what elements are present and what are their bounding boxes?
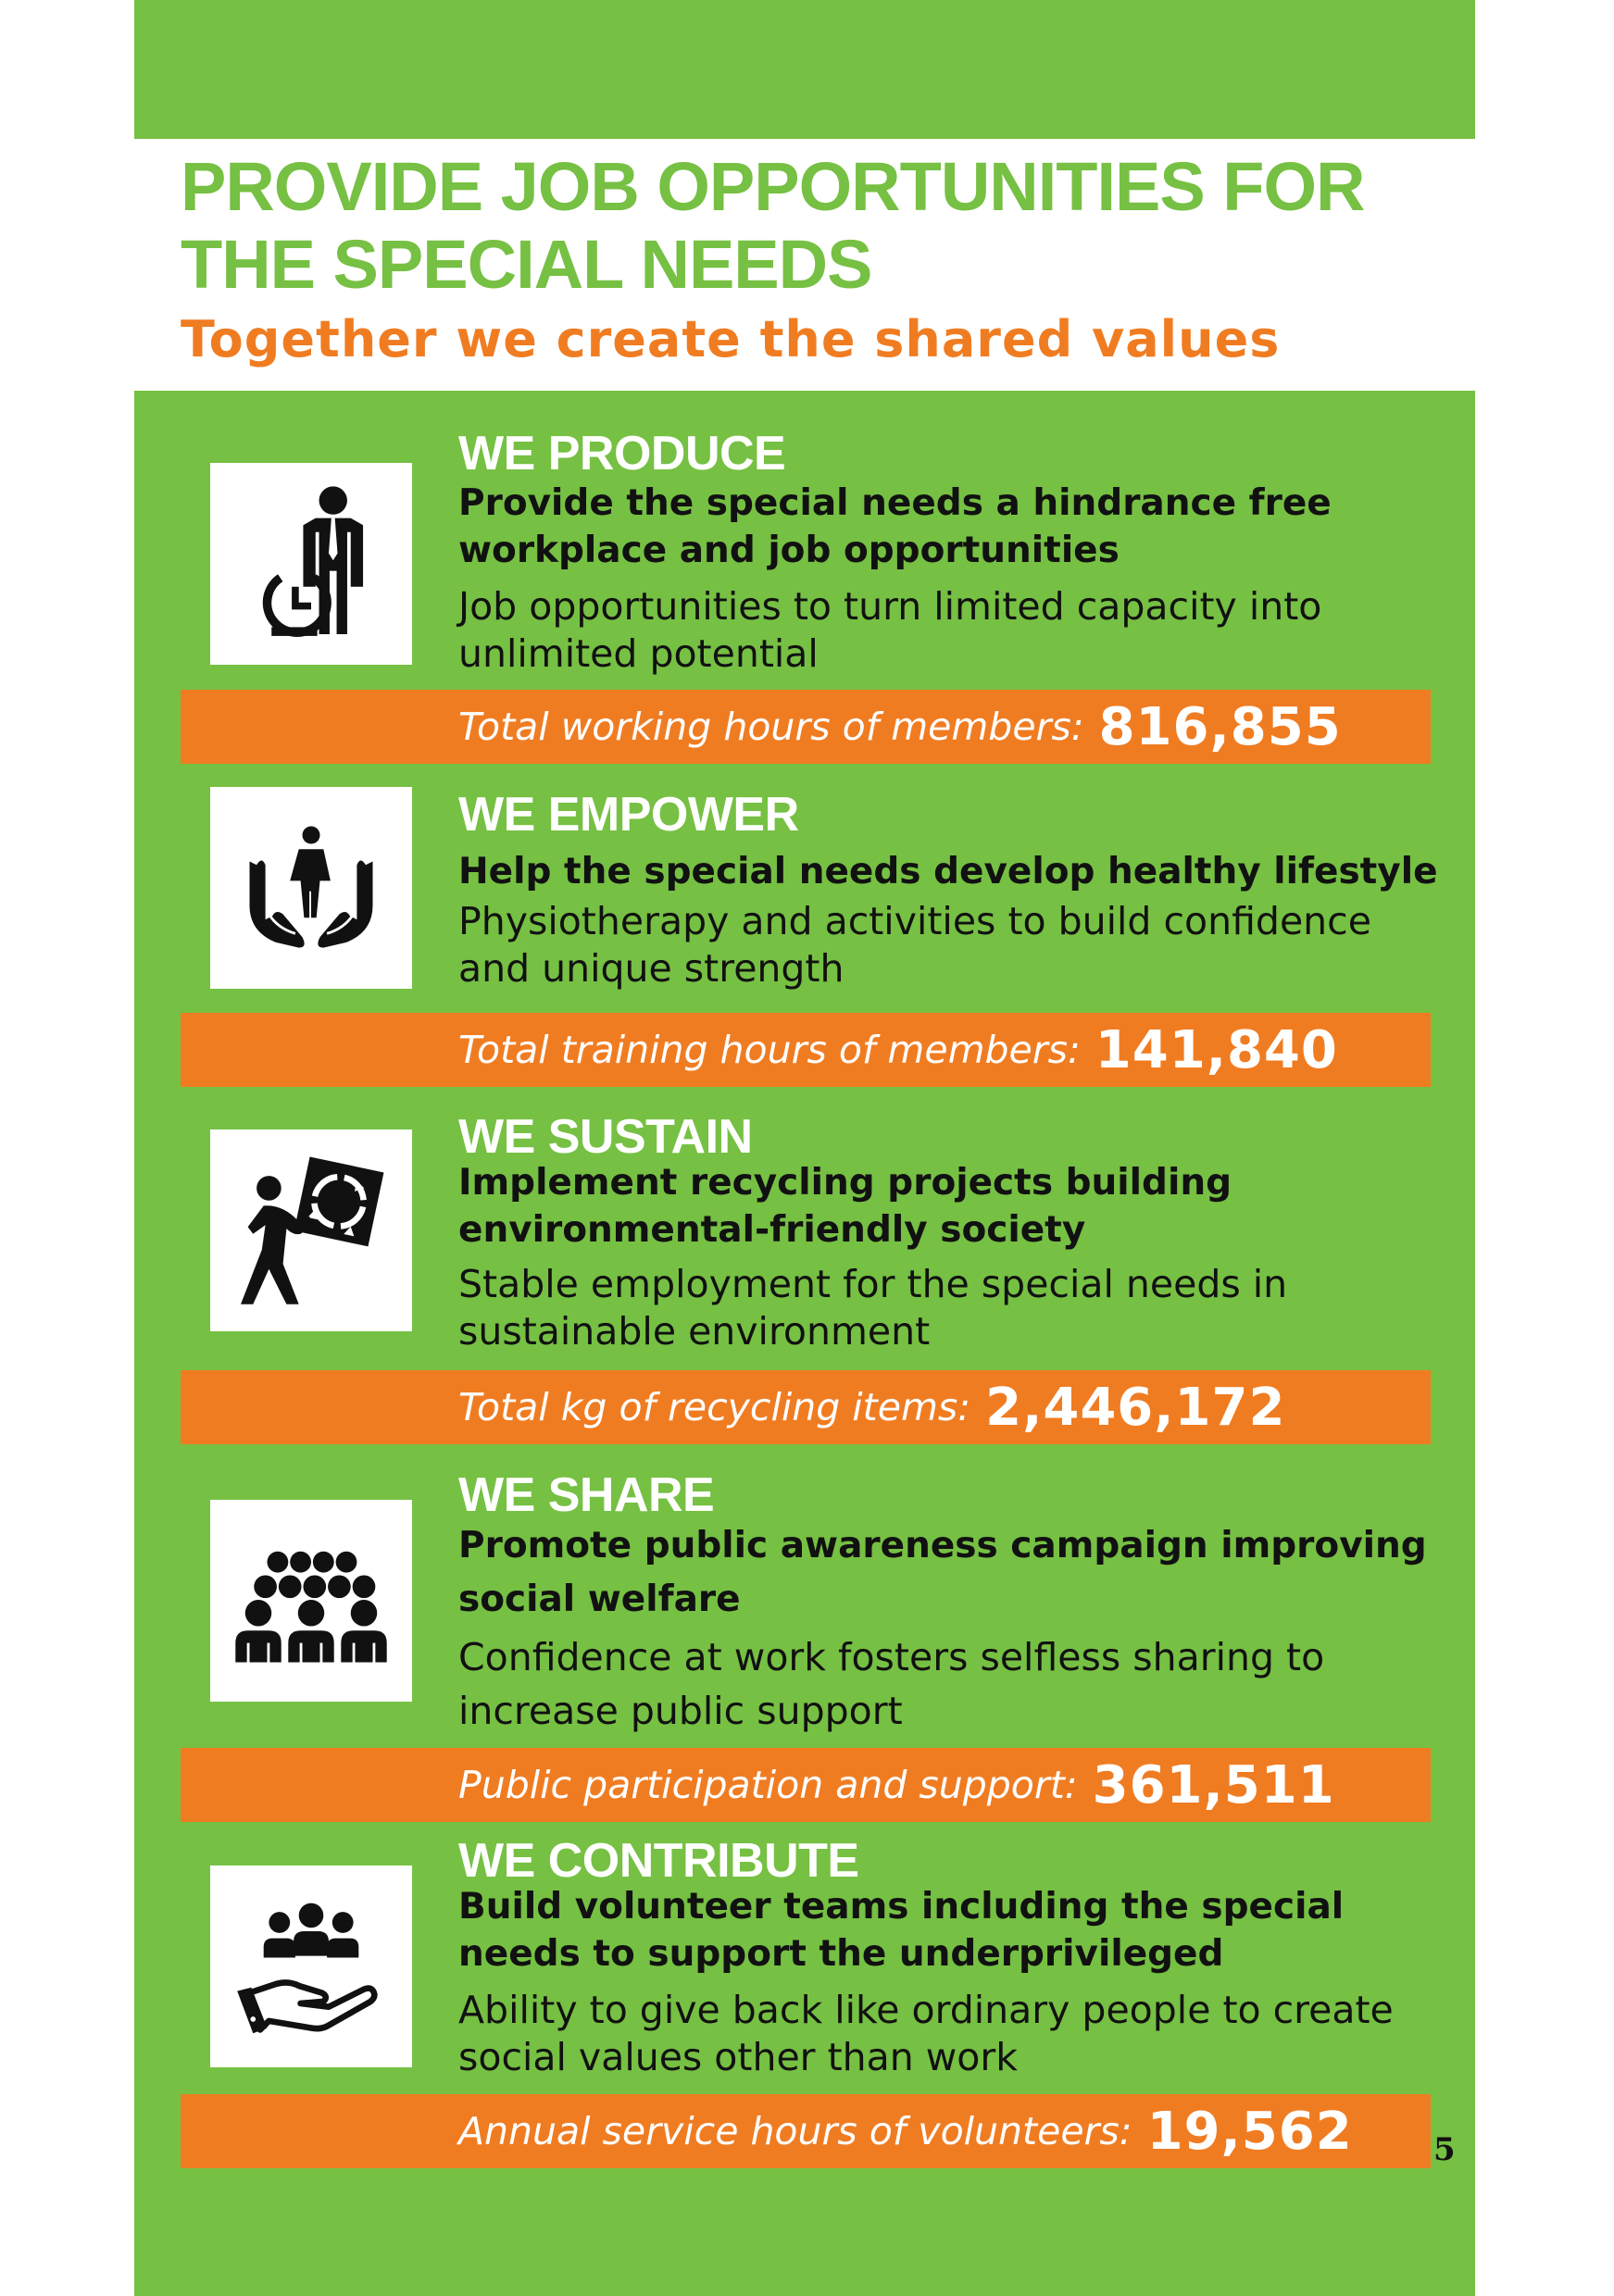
section-heading: WE PRODUCE: [458, 427, 786, 480]
stat-label: Total training hours of members:: [458, 1028, 1081, 1072]
section-heading: WE SUSTAIN: [458, 1110, 753, 1164]
stat-value: 2,446,172: [985, 1377, 1286, 1438]
stat-bar: [181, 1013, 1431, 1087]
section-we-empower: [134, 789, 1475, 1154]
page-subtitle: Together we create the shared values: [181, 310, 1281, 368]
section-lead: Help the special needs develop healthy lifestyle: [458, 851, 1438, 892]
section-heading: WE EMPOWER: [458, 788, 799, 842]
stat-label: Public participation and support:: [458, 1763, 1078, 1807]
stat-bar: [181, 1748, 1431, 1822]
stat-bar: [181, 1370, 1431, 1444]
stat-value: 19,562: [1146, 2101, 1353, 2162]
section-body: Physiotherapy and activities to build confidence and unique strength: [458, 899, 1371, 991]
section-we-sustain: [134, 1111, 1475, 1477]
stat-bar: [181, 2094, 1431, 2168]
section-body: Job opportunities to turn limited capacity into unlimited potential: [458, 584, 1322, 676]
section-lead: Promote public awareness campaign improving social welfare: [458, 1525, 1427, 1620]
stat-value: 141,840: [1095, 1019, 1338, 1080]
section-body: Stable employment for the special needs in sustainable environment: [458, 1262, 1288, 1354]
section-body: Ability to give back like ordinary people to create social values other than work: [458, 1988, 1394, 2079]
section-lead: Implement recycling projects building environmental-friendly society: [458, 1162, 1232, 1251]
stat-label: Annual service hours of volunteers:: [458, 2109, 1132, 2153]
section-we-share: [134, 1469, 1475, 1835]
person-carrying-recycling-box-icon: [210, 1129, 412, 1331]
stat-value: 816,855: [1098, 696, 1342, 757]
page-title: PROVIDE JOB OPPORTUNITIES FOR THE SPECIAL NEEDS: [181, 148, 1365, 303]
stat-value: 361,511: [1092, 1754, 1335, 1816]
hands-holding-person-icon: [210, 787, 412, 989]
main-panel: [134, 391, 1475, 2296]
stat-label: Total working hours of members:: [458, 705, 1084, 749]
page-number: 5: [1433, 2131, 1456, 2168]
worker-with-clock-icon: [210, 463, 412, 665]
top-color-band: [134, 0, 1475, 139]
stat-label: Total kg of recycling items:: [458, 1385, 971, 1429]
stat-bar: [181, 690, 1431, 764]
section-heading: WE SHARE: [458, 1468, 715, 1522]
section-we-contribute: [134, 1835, 1475, 2201]
section-we-produce: [134, 428, 1475, 793]
section-lead: Build volunteer teams including the special needs to support the underprivileged: [458, 1886, 1345, 1975]
section-body: Confidence at work fosters selfless sharing to increase public support: [458, 1635, 1325, 1733]
crowd-icon: [210, 1500, 412, 1702]
section-lead: Provide the special needs a hindrance free workplace and job opportunities: [458, 482, 1332, 571]
hand-supporting-people-icon: [210, 1866, 412, 2067]
section-heading: WE CONTRIBUTE: [458, 1834, 859, 1888]
